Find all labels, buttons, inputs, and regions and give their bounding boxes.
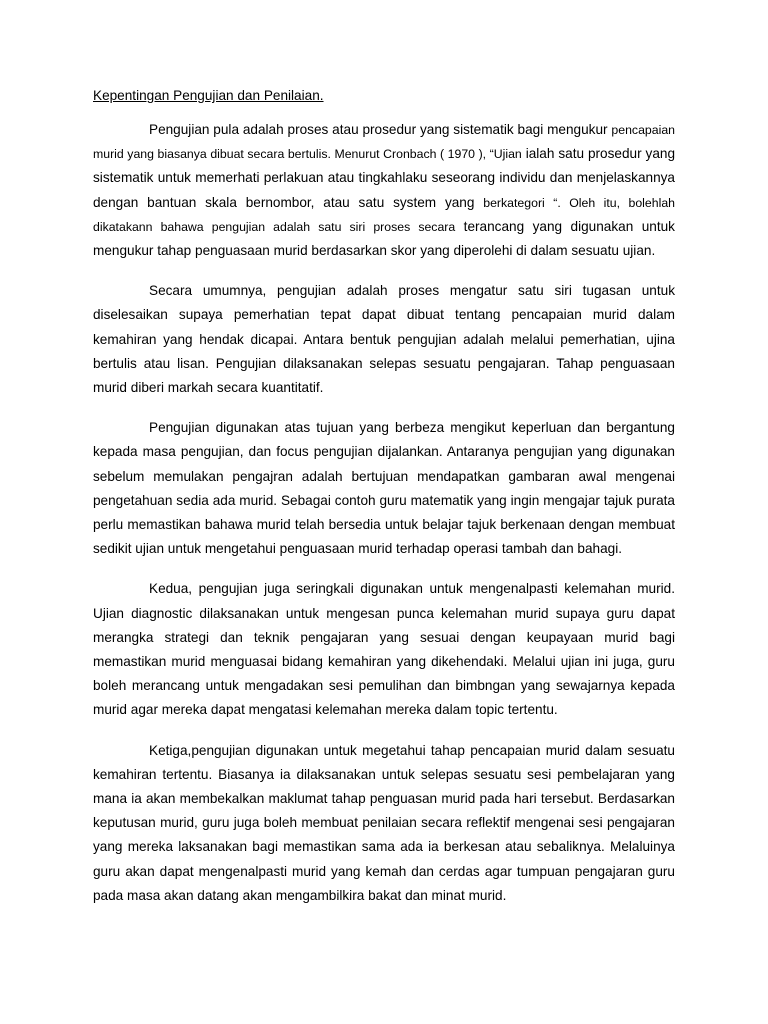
paragraph-4: Kedua, pengujian juga seringkali digunakan untuk mengenalpasti kelemahan murid. Ujian diagnostic dilaksanakan untuk mengesan punca kelemahan murid supaya guru dapat merangka strategi dan teknik pengajaran yang sesuai dengan keupayaan murid bagi memastikan murid menguasai bidang kemahiran yang dikehendaki. Melalui ujian ini juga, guru boleh merancang untuk mengadakan sesi pemulihan dan bimbngan yang sewajarnya kepada murid agar mereka dapat mengatasi kelemahan mereka dalam topic tertentu. xyxy=(93,581,675,718)
paragraph-1-part-4: berkategori “. Oleh itu, bolehlah dikatakann bahawa pengujian adalah satu siri proses secara xyxy=(93,195,675,234)
paragraph-1-part-5: terancang yang digunakan untuk mengukur tahap penguasaan murid berdasarkan skor yang diperolehi di dalam sesuatu ujian. xyxy=(93,218,675,259)
document-body xyxy=(93,84,675,924)
paragraph-2: Secara umumnya, pengujian adalah proses mengatur satu siri tugasan untuk diselesaikan supaya pemerhatian tepat dapat dibuat tentang pencapaian murid dalam kemahiran yang hendak dicapai. Antara bentuk pengujian adalah melalui pemerhatian, ujina bertulis atau lisan. Pengujian dilaksanakan selepas sesuatu pengajaran. Tahap penguasaan murid diberi markah secara kuantitatif. xyxy=(93,283,675,396)
paragraph-3: Pengujian digunakan atas tujuan yang berbeza mengikut keperluan dan bergantung kepada masa pengujian, dan focus pengujian dijalankan. Antaranya pengujian yang digunakan sebelum memulakan pengajran adalah bertujuan mendapatkan gambaran awal mengenai pengetahuan sedia ada murid. Sebagai contoh guru matematik yang ingin mengajar tajuk purata perlu memastikan bahawa murid telah bersedia untuk belajar tajuk berkenaan dengan membuat sedikit ujian untuk mengetahui penguasaan murid terhadap operasi tambah dan bahagi. xyxy=(93,420,675,557)
document-title: Kepentingan Pengujian dan Penilaian. xyxy=(93,88,324,103)
paragraph-1-part-1: Pengujian pula adalah proses atau prosedur yang sistematik bagi mengukur xyxy=(149,122,612,137)
paragraph-1-part-3: ialah satu prosedur yang sistematik untuk memerhati perlakuan atau tingkahlaku seseorang individu dan menjelaskannya dengan bantuan skala bernombor, atau satu system yang xyxy=(93,146,676,210)
paragraph-1-part-2: pencapaian murid yang biasanya dibuat secara bertulis. Menurut Cronbach ( 1970 ), “Ujian xyxy=(93,123,675,162)
paragraph-5: Ketiga,pengujian digunakan untuk megetahui tahap pencapaian murid dalam sesuatu kemahiran tertentu. Biasanya ia dilaksanakan untuk selepas sesuatu sesi pembelajaran yang mana ia akan membekalkan maklumat tahap penguasan murid pada hari tersebut. Berdasarkan keputusan murid, guru juga boleh membuat penilaian secara reflektif mengenai sesi pengajaran yang mereka laksanakan bagi memastikan sama ada ia berkesan atau sebaliknya. Melaluinya guru akan dapat mengenalpasti murid yang kemah dan cerdas agar tumpuan pengajaran guru pada masa akan datang akan mengambilkira bakat dan minat murid. xyxy=(93,742,675,903)
paragraph-1 xyxy=(93,118,675,263)
